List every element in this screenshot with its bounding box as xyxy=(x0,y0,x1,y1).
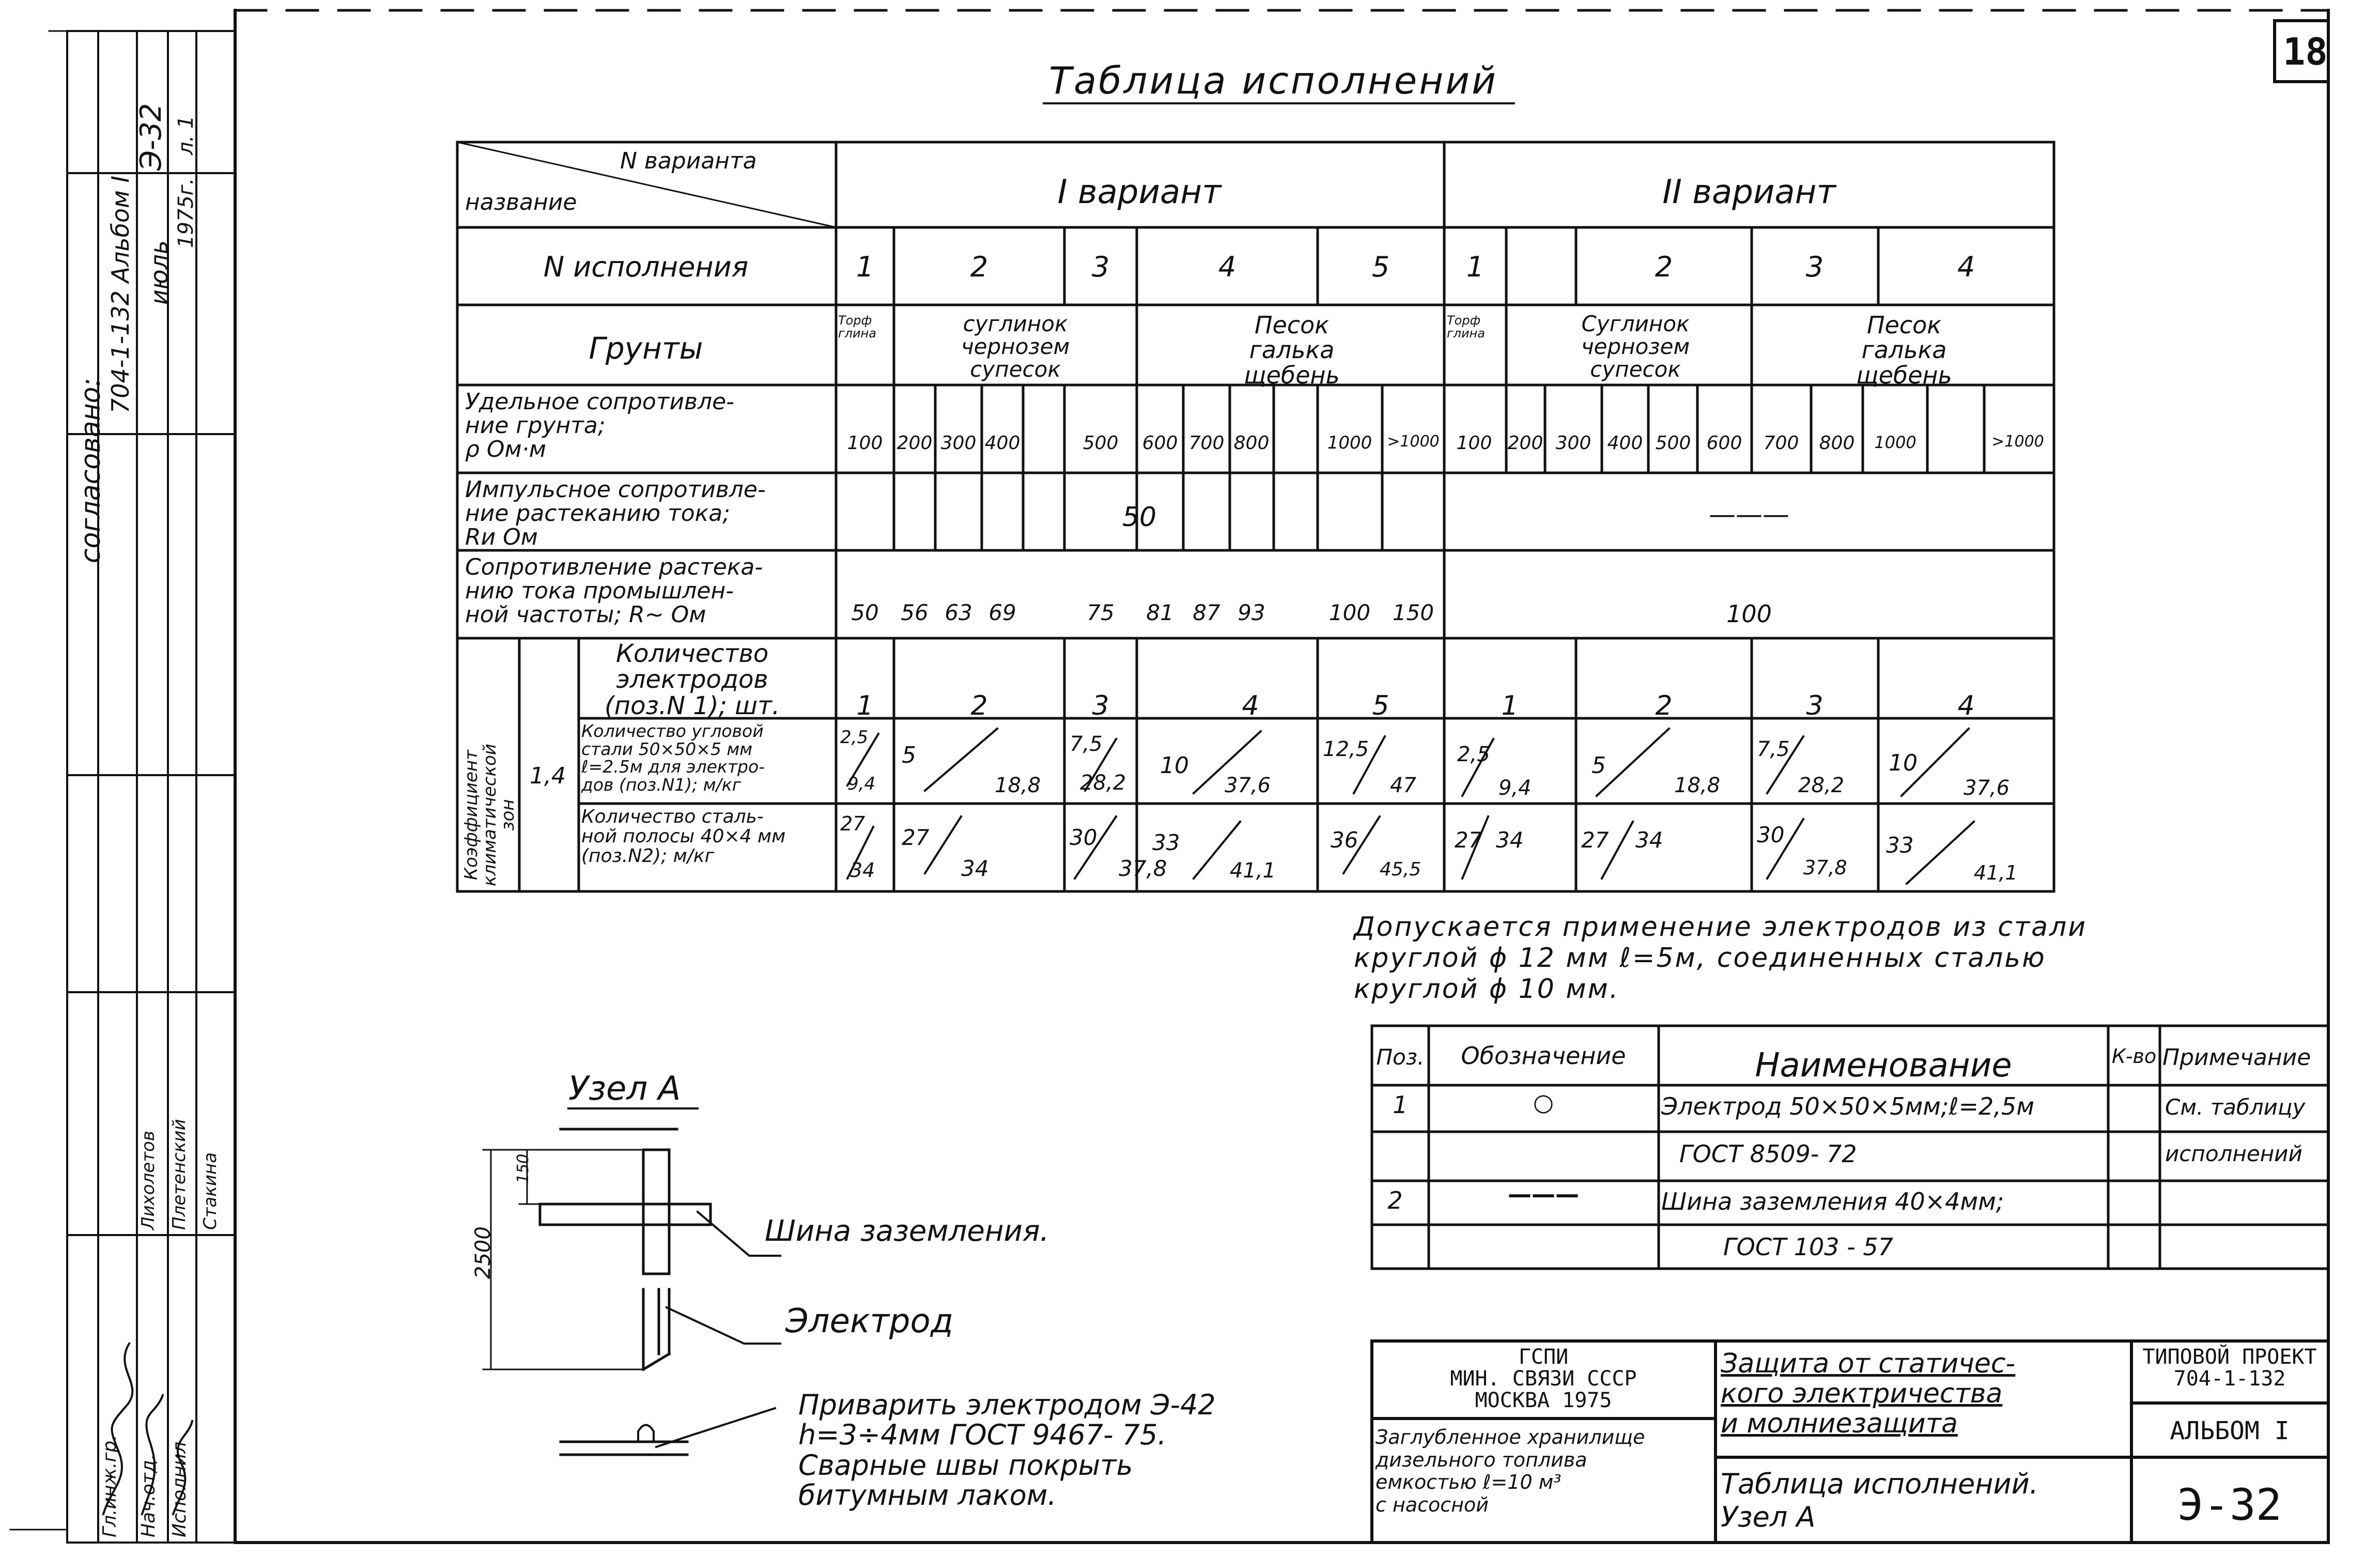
angle-num: 2,5 xyxy=(1457,743,1490,766)
spec-row-note: исполнений xyxy=(2165,1141,2302,1166)
resistivity-cell: 700 xyxy=(1188,433,1225,454)
soils-label: Грунты xyxy=(589,331,703,366)
sheet-number: 18 xyxy=(2283,30,2328,73)
spec-row-mark: ○ xyxy=(1533,1088,1554,1116)
stamp-project: 704-1-132 Альбом I xyxy=(106,175,134,413)
stamp-role-1: Гл.инж.гр. xyxy=(99,1435,120,1537)
electrodes-v1-4: 4 xyxy=(1242,690,1259,721)
node-weld-note: Приварить электродом Э-42 h=3÷4мм ГОСТ 9467- 75. Сварные швы покрыть битумным лаком. xyxy=(798,1389,1216,1512)
spec-row-note: См. таблицу xyxy=(2165,1094,2306,1120)
node-title: Узел А xyxy=(568,1070,681,1108)
spec-header-note: Примечание xyxy=(2162,1044,2311,1071)
resistivity-cell: 500 xyxy=(1083,433,1119,454)
angle-num: 5 xyxy=(1591,752,1606,779)
electrodes-v2-3: 3 xyxy=(1806,690,1823,721)
variant-2-header: II вариант xyxy=(1662,173,1836,211)
angle-num: 7,5 xyxy=(1070,732,1103,756)
spec-row-pos: 2 xyxy=(1387,1186,1403,1214)
angle-den: 47 xyxy=(1390,774,1416,797)
strip-den: 45,5 xyxy=(1380,859,1421,880)
spec-row-name: ГОСТ 8509- 72 xyxy=(1679,1140,1857,1168)
stamp-sheet-code: Э-32 xyxy=(134,103,168,171)
electrodes-v1-5: 5 xyxy=(1372,690,1389,721)
v1-exec-5: 5 xyxy=(1371,251,1390,283)
resistivity-cell: 300 xyxy=(1555,433,1591,454)
stamp-role-3: Исполнил xyxy=(169,1441,190,1537)
freq-cell: 87 xyxy=(1193,600,1220,625)
freq-cell: 56 xyxy=(901,600,929,625)
freq-cell: 100 xyxy=(1328,600,1371,625)
spec-header-qty: К-во xyxy=(2111,1045,2157,1068)
resistivity-cell: >1000 xyxy=(1387,433,1440,451)
v2-soil-1: Торф глина xyxy=(1447,313,1485,341)
v1-exec-2: 2 xyxy=(970,251,988,283)
climate-value: 1,4 xyxy=(530,763,566,789)
strip-den: 34 xyxy=(850,859,875,882)
impulse-v2: ——— xyxy=(1709,499,1789,530)
strip-num: 27 xyxy=(1455,827,1482,853)
freq-label: Сопротивление растека- нию тока промышлен- ной частоты; R~ Ом xyxy=(465,554,763,628)
electrodes-v2-2: 2 xyxy=(1655,690,1673,721)
spec-row-name: ГОСТ 103 - 57 xyxy=(1723,1233,1893,1261)
spec-row-name: Шина заземления 40×4мм; xyxy=(1661,1188,2004,1215)
impulse-v1: 50 xyxy=(1122,502,1157,533)
angle-num: 7,5 xyxy=(1757,737,1790,761)
freq-cell: 63 xyxy=(945,600,972,625)
resistivity-cell: 600 xyxy=(1142,433,1178,454)
resistivity-cell: 100 xyxy=(1456,433,1492,454)
resistivity-cell: 500 xyxy=(1655,433,1691,454)
tb-sheet: Э-32 xyxy=(2177,1479,2282,1530)
node-dim-top: 150 xyxy=(514,1153,532,1183)
strip-num: 33 xyxy=(1152,830,1180,855)
angle-den: 28,2 xyxy=(1080,771,1126,795)
freq-v2: 100 xyxy=(1726,600,1772,628)
v1-exec-4: 4 xyxy=(1218,251,1237,283)
tb-object: Заглубленное хранилище дизельного топлива емкостью ℓ=10 м³ с насосной xyxy=(1376,1426,1645,1517)
electrodes-v2-4: 4 xyxy=(1957,690,1975,721)
stamp-approved-label: согласовано: xyxy=(75,377,106,563)
v2-soil-2: Суглинок чернозем супесок xyxy=(1581,311,1690,382)
angle-label: Количество угловой стали 50×50×5 мм ℓ=2.5м для электро- дов (поз.N1); м/кг xyxy=(581,721,765,795)
electrodes-v2-1: 1 xyxy=(1501,690,1519,721)
note-text: Допускается применение электродов из стали круглой ϕ 12 мм ℓ=5м, соединенных сталью круглой ϕ 10 мм. xyxy=(1354,912,2088,1005)
resistivity-cell: 400 xyxy=(984,433,1021,454)
angle-den: 18,8 xyxy=(995,774,1041,797)
node-dim-height: 2500 xyxy=(471,1226,495,1279)
resistivity-cell: 700 xyxy=(1763,433,1799,454)
freq-cell: 93 xyxy=(1238,600,1265,625)
tb-org: ГСПИ МИН. СВЯЗИ СССР МОСКВА 1975 xyxy=(1450,1345,1637,1412)
angle-den: 9,4 xyxy=(1498,776,1532,800)
v1-soil-1: Торф глина xyxy=(838,313,876,341)
stamp-role-2: Нач.отд. xyxy=(138,1454,159,1537)
node-electrode-label: Электрод xyxy=(785,1302,953,1340)
electrodes-v1-2: 2 xyxy=(970,690,988,721)
freq-cell: 81 xyxy=(1146,600,1174,625)
tb-title: Защита от статичес- кого электричества и молниезащита xyxy=(1721,1348,2016,1440)
angle-den: 9,4 xyxy=(847,774,876,794)
angle-den: 28,2 xyxy=(1798,774,1845,797)
freq-cell: 75 xyxy=(1087,600,1115,625)
electrodes-label: Количество электродов (поз.N 1); шт. xyxy=(605,639,780,720)
node-bus-label: Шина заземления. xyxy=(765,1214,1049,1248)
strip-den: 41,1 xyxy=(1974,861,2018,884)
v2-exec-2: 2 xyxy=(1655,251,1673,283)
strip-den: 41,1 xyxy=(1230,859,1276,883)
v2-exec-1: 1 xyxy=(1466,251,1485,283)
stamp-year: 1975г. xyxy=(174,178,198,248)
angle-num: 2,5 xyxy=(840,727,869,748)
stamp-month: июль xyxy=(145,240,173,305)
strip-num: 27 xyxy=(1581,827,1609,853)
spec-row-name: Электрод 50×50×5мм;ℓ=2,5м xyxy=(1661,1092,2034,1120)
strip-num: 30 xyxy=(1757,822,1785,847)
resistivity-cell: 300 xyxy=(940,433,977,454)
strip-den: 34 xyxy=(1496,827,1524,853)
v1-exec-1: 1 xyxy=(856,251,874,283)
angle-den: 37,6 xyxy=(1225,774,1271,797)
header-corner-bottom: название xyxy=(465,189,577,215)
variant-1-header: I вариант xyxy=(1057,173,1222,211)
stamp-name-3: Стакина xyxy=(200,1152,221,1230)
resistivity-cell: 1000 xyxy=(1874,433,1917,452)
angle-den: 18,8 xyxy=(1674,774,1721,797)
resistivity-label: Удельное сопротивле- ние грунта; ρ Ом·м xyxy=(465,389,735,463)
v1-exec-3: 3 xyxy=(1091,251,1110,283)
v2-soil-3: Песок галька щебень xyxy=(1856,311,1952,389)
resistivity-cell: 800 xyxy=(1233,433,1270,454)
spec-header-pos: Поз. xyxy=(1376,1044,1425,1070)
spec-header-name: Наименование xyxy=(1755,1046,2012,1085)
strip-num: 27 xyxy=(902,825,930,850)
resistivity-cell: 200 xyxy=(1507,433,1543,454)
resistivity-cell: 100 xyxy=(847,433,883,454)
stamp-name-2: Плетенский xyxy=(169,1119,190,1230)
table-title: Таблица исполнений xyxy=(1049,59,1498,102)
strip-den: 37,8 xyxy=(1119,856,1167,881)
resistivity-cell: 600 xyxy=(1706,433,1742,454)
freq-cell: 50 xyxy=(851,600,879,625)
resistivity-cell: 1000 xyxy=(1327,433,1372,453)
strip-den: 37,8 xyxy=(1803,856,1847,879)
impulse-label: Импульсное сопротивле- ние растеканию тока; Rи Ом xyxy=(465,476,766,551)
v1-soil-2: суглинок чернозем супесок xyxy=(961,311,1070,382)
strip-label: Количество сталь- ной полосы 40×4 мм (поз.N2); м/кг xyxy=(581,806,786,867)
header-corner-top: N варианта xyxy=(620,148,757,174)
tb-project-type: ТИПОВОЙ ПРОЕКТ 704-1-132 xyxy=(2142,1345,2317,1391)
resistivity-cell: 200 xyxy=(897,433,933,454)
electrodes-v1-3: 3 xyxy=(1092,690,1109,721)
tb-subtitle: Таблица исполнений. Узел А xyxy=(1721,1468,2038,1533)
freq-cell: 69 xyxy=(988,600,1016,625)
angle-num: 5 xyxy=(902,742,916,768)
spec-header-mark: Обозначение xyxy=(1461,1042,1626,1070)
tb-album: АЛЬБОМ I xyxy=(2170,1416,2290,1445)
v2-exec-3: 3 xyxy=(1805,251,1824,283)
strip-den: 34 xyxy=(1635,827,1663,853)
stamp-name-1: Лихолетов xyxy=(138,1131,159,1230)
climate-label: Коэффициент климатической зон xyxy=(461,744,519,886)
resistivity-cell: >1000 xyxy=(1991,433,2044,451)
spec-row-pos: 1 xyxy=(1393,1091,1408,1119)
exec-label: N исполнения xyxy=(543,251,749,283)
strip-num: 36 xyxy=(1331,827,1358,853)
strip-num: 27 xyxy=(840,812,866,835)
freq-cell: 150 xyxy=(1392,600,1434,625)
strip-num: 30 xyxy=(1070,825,1098,850)
angle-num: 10 xyxy=(1889,750,1918,776)
strip-num: 33 xyxy=(1886,833,1914,858)
strip-den: 34 xyxy=(961,856,989,881)
resistivity-cell: 400 xyxy=(1607,433,1643,454)
spec-row-mark: ——— xyxy=(1508,1180,1579,1208)
angle-num: 12,5 xyxy=(1323,737,1369,761)
angle-den: 37,6 xyxy=(1964,776,2010,800)
v1-soil-3: Песок галька щебень xyxy=(1244,311,1340,389)
stamp-sheet-label: л. 1 xyxy=(174,115,198,155)
v2-exec-4: 4 xyxy=(1957,251,1975,283)
angle-num: 10 xyxy=(1160,752,1189,779)
resistivity-cell: 800 xyxy=(1819,433,1855,454)
electrodes-v1-1: 1 xyxy=(856,690,874,721)
